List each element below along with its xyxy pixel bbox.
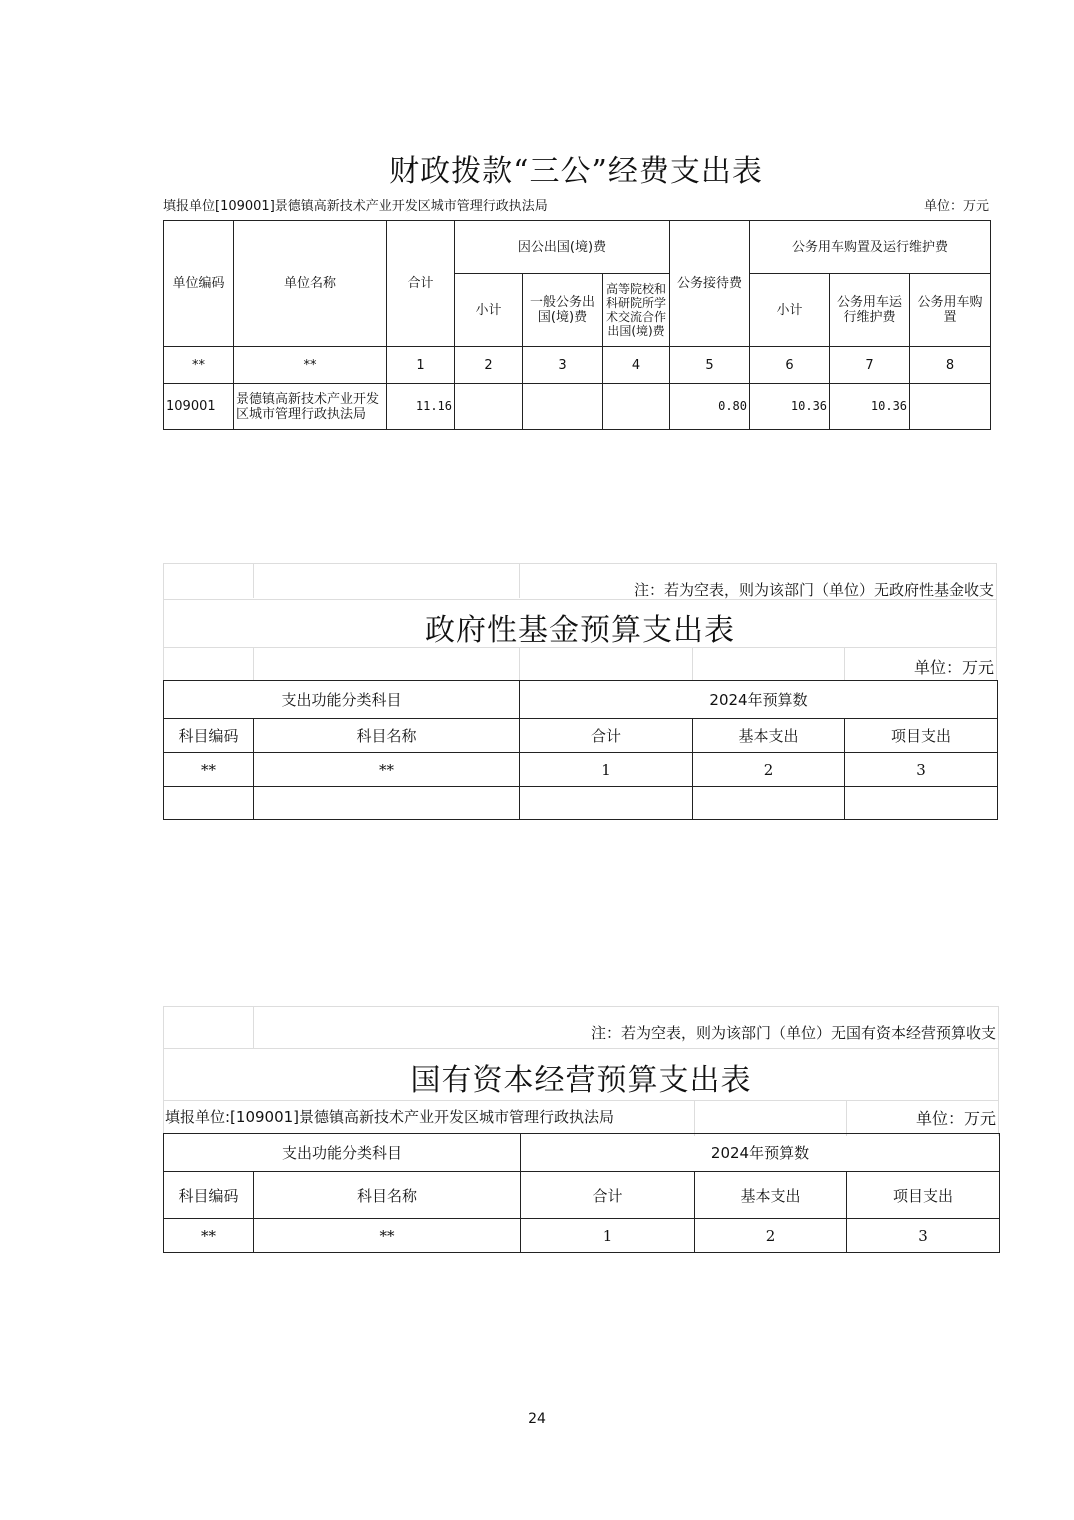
page-number: 24 [528,1411,546,1427]
unit-name-cell: 景德镇高新技术产业开发区城市管理行政执法局 [234,384,387,430]
total-cell: 11.16 [387,384,455,430]
table-row [164,787,998,820]
government-fund-budget-table [163,680,998,820]
index-cell: ** [164,1219,254,1253]
index-cell: ** [254,753,520,787]
header-name: 科目名称 [254,719,520,753]
header-vehicle-operation: 公务用车运行维护费 [830,274,910,347]
index-cell: ** [164,753,254,787]
abroad-subtotal-cell [455,384,523,430]
header-basic: 基本支出 [693,719,845,753]
header-code: 科目编码 [164,1172,254,1219]
header-category: 支出功能分类科目 [164,681,520,719]
index-cell: 3 [847,1219,1000,1253]
vehicle-purchase-cell [910,384,991,430]
state-capital-budget-table [163,1133,1000,1253]
index-cell: 3 [523,347,603,384]
unit-code-cell: 109001 [164,384,234,430]
index-cell: 1 [520,753,693,787]
header-category: 支出功能分类科目 [164,1134,521,1172]
table3-title: 国有资本经营预算支出表 [410,1063,752,1098]
header-budget: 2024年预算数 [520,681,998,719]
header-vehicle-purchase: 公务用车购置 [910,274,991,347]
index-cell: ** [234,347,387,384]
table1-title: 财政拨款“三公”经费支出表 [389,154,763,189]
header-total: 合计 [387,221,455,347]
empty-cell [254,787,520,820]
header-vehicle: 公务用车购置及运行维护费 [750,221,991,274]
header-abroad-academic: 高等院校和科研院所学术交流合作出国(境)费 [603,274,670,347]
header-name: 科目名称 [254,1172,521,1219]
header-total: 合计 [521,1172,695,1219]
header-abroad-subtotal: 小计 [455,274,523,347]
index-cell: 2 [693,753,845,787]
index-cell: 1 [387,347,455,384]
table3-note: 注：若为空表，则为该部门（单位）无国有资本经营预算收支 [590,1024,996,1042]
empty-cell [845,787,998,820]
index-cell: 2 [455,347,523,384]
index-cell: 1 [521,1219,695,1253]
table3-reporting-unit: 填报单位:[109001]景德镇高新技术产业开发区城市管理行政执法局 [165,1108,615,1126]
header-unit-name: 单位名称 [234,221,387,347]
header-basic: 基本支出 [695,1172,847,1219]
index-cell: 8 [910,347,991,384]
header-unit-code: 单位编码 [164,221,234,347]
header-abroad-general: 一般公务出国(境)费 [523,274,603,347]
index-cell: 5 [670,347,750,384]
header-total: 合计 [520,719,693,753]
vehicle-operation-cell: 10.36 [830,384,910,430]
empty-cell [520,787,693,820]
header-project: 项目支出 [845,719,998,753]
abroad-general-cell [523,384,603,430]
abroad-academic-cell [603,384,670,430]
reception-cell: 0.80 [670,384,750,430]
table2-title: 政府性基金预算支出表 [425,613,735,648]
empty-cell [693,787,845,820]
header-reception: 公务接待费 [670,221,750,347]
index-cell: ** [164,347,234,384]
header-project: 项目支出 [847,1172,1000,1219]
table3-unit: 单位：万元 [915,1109,996,1128]
three-public-expenses-table [163,220,991,430]
index-row [164,1219,1000,1253]
table2-unit: 单位：万元 [913,658,994,677]
index-cell: 4 [603,347,670,384]
index-cell: 2 [695,1219,847,1253]
header-budget: 2024年预算数 [521,1134,1000,1172]
table1-reporting-unit: 填报单位[109001]景德镇高新技术产业开发区城市管理行政执法局 [163,199,548,214]
vehicle-subtotal-cell: 10.36 [750,384,830,430]
index-cell: 3 [845,753,998,787]
header-vehicle-subtotal: 小计 [750,274,830,347]
header-code: 科目编码 [164,719,254,753]
index-cell: 6 [750,347,830,384]
empty-cell [164,787,254,820]
table-row [164,384,991,430]
index-cell: 7 [830,347,910,384]
index-cell: ** [254,1219,521,1253]
table2-note: 注：若为空表，则为该部门（单位）无政府性基金收支 [633,581,994,599]
table1-unit: 单位：万元 [923,199,989,214]
header-abroad: 因公出国(境)费 [455,221,670,274]
index-row [164,753,998,787]
index-row [164,347,991,384]
